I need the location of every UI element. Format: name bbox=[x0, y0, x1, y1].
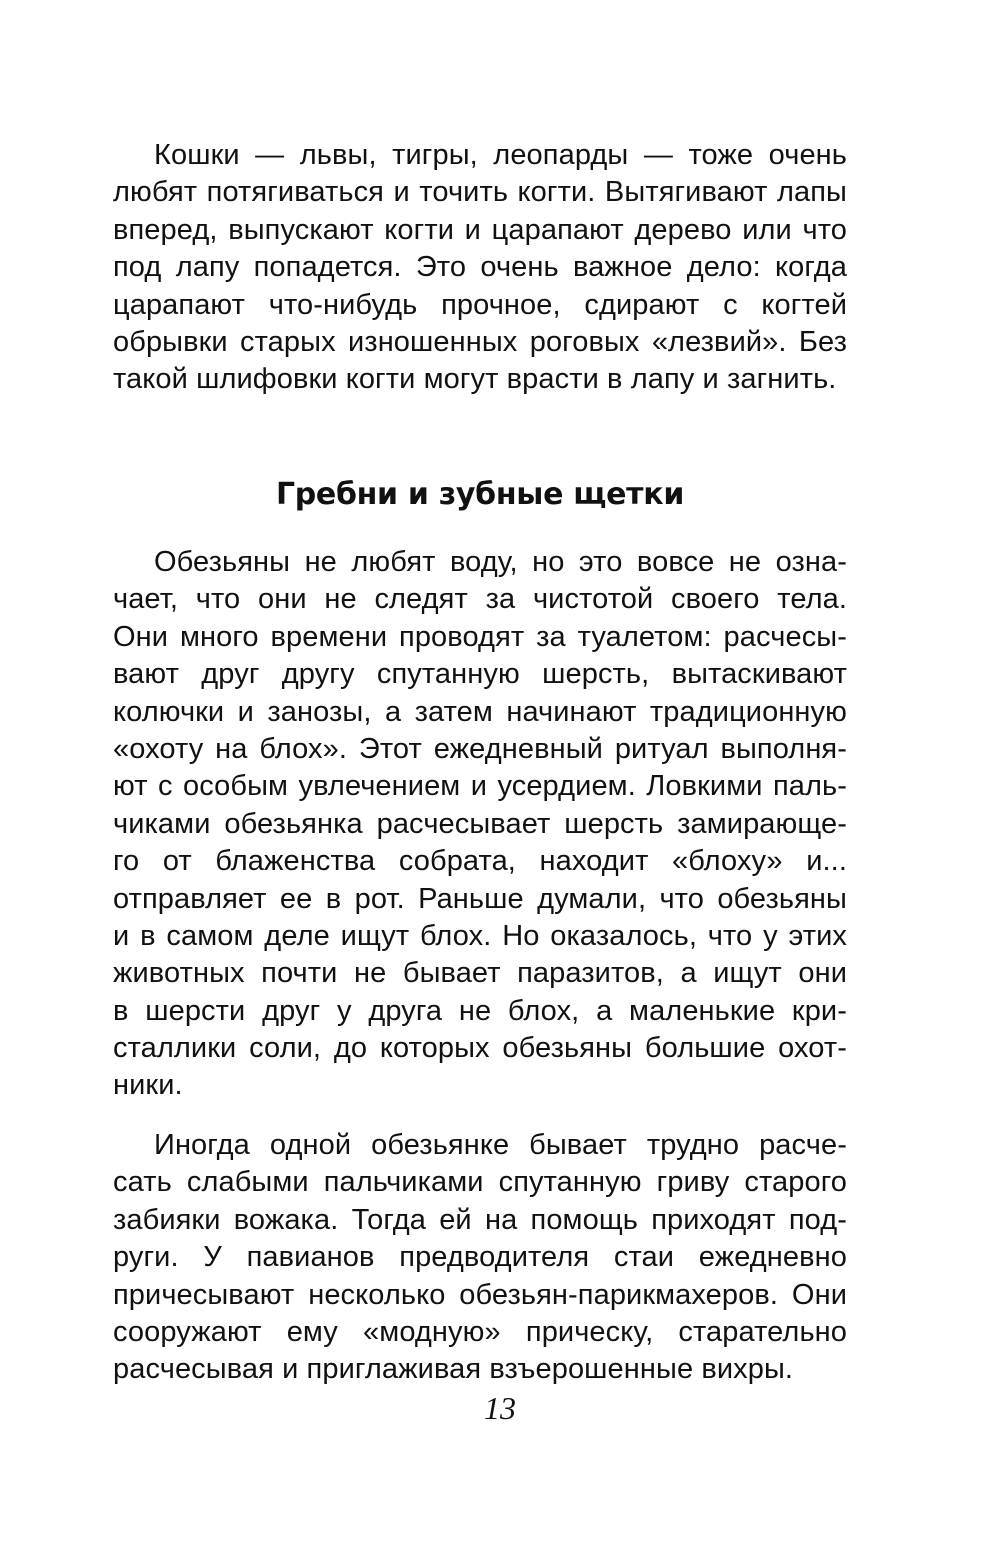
text-line: вают друг другу спутанную шерсть, вытаскивают bbox=[113, 658, 847, 691]
paragraph-monkeys-grooming bbox=[113, 544, 847, 1105]
text-line: чает, что они не следят за чистотой своего тела. bbox=[113, 583, 847, 616]
text-line: любят потягиваться и точить когти. Вытягивают лапы bbox=[113, 176, 847, 209]
text-line: «охоту на блох». Этот ежедневный ритуал выполня- bbox=[113, 732, 847, 765]
text-line: Иногда одной обезьянке бывает трудно расче- bbox=[154, 1129, 847, 1161]
text-line: в шерсти друг у друга не блох, а маленькие кри- bbox=[113, 994, 847, 1027]
section-heading: Гребни и зубные щетки bbox=[275, 477, 685, 512]
paragraph-cats bbox=[113, 137, 847, 399]
page-number: 13 bbox=[484, 1390, 516, 1426]
paragraph-baboon-hairdressers bbox=[113, 1127, 847, 1389]
text-line: такой шлифовки когти могут врасти в лапу и загнить. bbox=[113, 363, 837, 396]
text-line: колючки и занозы, а затем начинают традиционную bbox=[113, 695, 847, 728]
text-line: ют с особым увлечением и усердием. Ловкими паль- bbox=[113, 770, 847, 803]
text-line: Кошки — львы, тигры, леопарды — тоже очень bbox=[154, 139, 847, 171]
text-line: обрывки старых изношенных роговых «лезвий». Без bbox=[113, 325, 847, 358]
text-line: сооружают ему «модную» прическу, старательно bbox=[113, 1315, 847, 1348]
text-line: царапают что-нибудь прочное, сдирают с когтей bbox=[113, 288, 847, 321]
text-line: причесывают несколько обезьян-парикмахеров. Они bbox=[113, 1278, 847, 1311]
text-line: чиками обезьянка расчесывает шерсть замирающе- bbox=[113, 807, 847, 840]
text-line: отправляет ее в рот. Раньше думали, что обезьяны bbox=[113, 882, 847, 915]
text-line: руги. У павианов предводителя стаи ежедневно bbox=[113, 1241, 847, 1274]
text-line: сать слабыми пальчиками спутанную гриву старого bbox=[113, 1166, 847, 1199]
text-line: забияки вожака. Тогда ей на помощь приходят под- bbox=[113, 1203, 847, 1236]
text-line: го от блаженства собрата, находит «блоху» и... bbox=[113, 845, 847, 878]
text-line: животных почти не бывает паразитов, а ищут они bbox=[113, 957, 847, 990]
text-line: ники. bbox=[113, 1069, 183, 1102]
text-line: и в самом деле ищут блох. Но оказалось, что у этих bbox=[113, 919, 847, 952]
text-line: Обезьяны не любят воду, но это вовсе не озна- bbox=[154, 546, 847, 578]
text-line: расчесывая и приглаживая взъерошенные вихры. bbox=[113, 1353, 794, 1386]
text-line: вперед, выпускают когти и царапают дерево или что bbox=[113, 213, 847, 246]
text-line: Они много времени проводят за туалетом: расчесы- bbox=[113, 620, 847, 653]
text-line: сталлики соли, до которых обезьяны большие охот- bbox=[113, 1032, 847, 1065]
text-line: под лапу попадется. Это очень важное дело: когда bbox=[113, 251, 847, 284]
